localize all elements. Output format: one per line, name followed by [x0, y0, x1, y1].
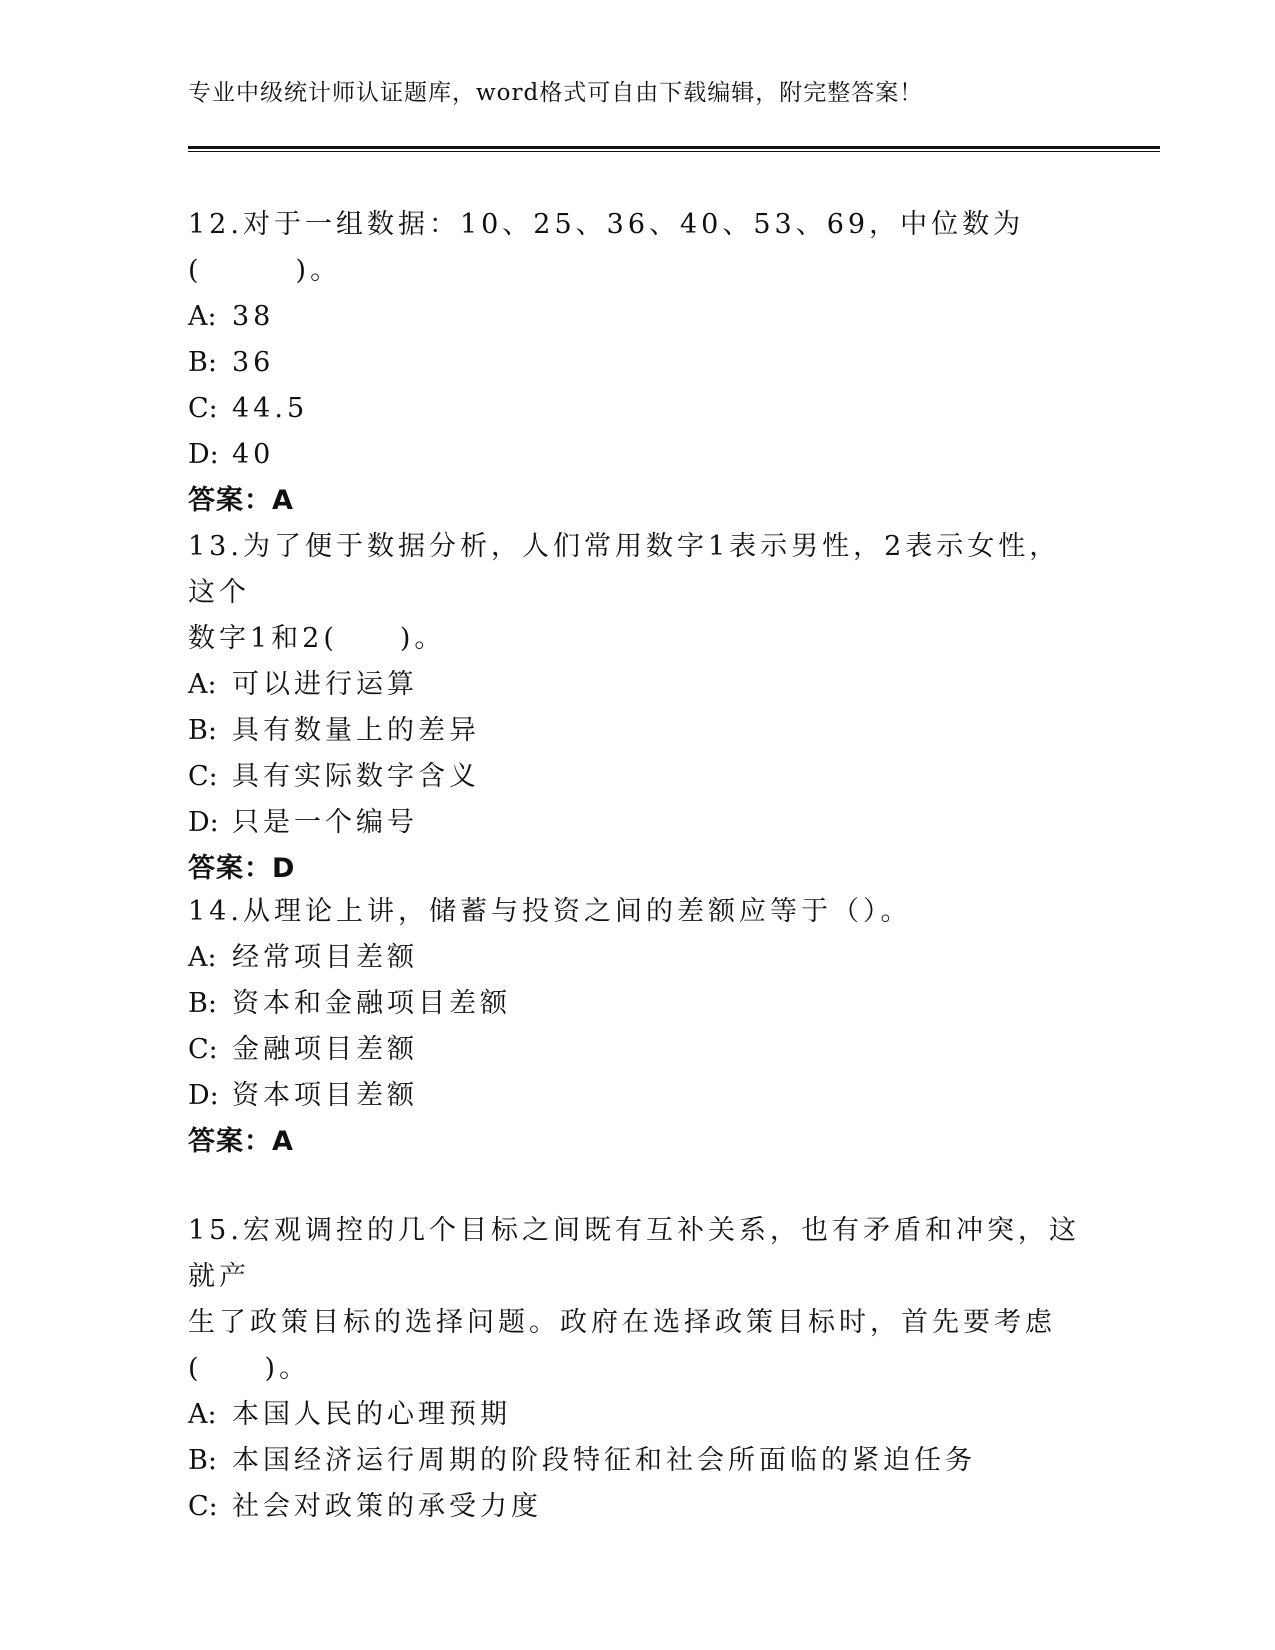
- option-b: [188, 1438, 1088, 1484]
- option-text: 可以进行运算: [232, 669, 418, 700]
- option-letter: D:: [188, 439, 219, 470]
- option-text: 本国经济运行周期的阶段特征和社会所面临的紧迫任务: [232, 1445, 976, 1476]
- option-a: [188, 935, 1088, 981]
- option-c: [188, 1027, 1088, 1073]
- option-c: [188, 386, 1088, 432]
- option-text: 具有实际数字含义: [232, 761, 480, 792]
- question-15: [188, 1208, 1088, 1530]
- option-text: 40: [232, 439, 275, 470]
- option-text: 本国人民的心理预期: [232, 1399, 511, 1430]
- option-letter: C:: [188, 761, 218, 792]
- header-divider-thin: [188, 151, 1160, 152]
- option-text: 38: [232, 301, 275, 332]
- header-divider-thick: [188, 146, 1160, 149]
- option-text: 社会对政策的承受力度: [232, 1491, 542, 1522]
- option-letter: B:: [188, 715, 217, 746]
- option-a: [188, 294, 1088, 340]
- option-b: [188, 708, 1088, 754]
- page-header: 专业中级统计师认证题库，word格式可自由下载编辑，附完整答案！: [188, 80, 924, 106]
- option-c: [188, 1484, 1088, 1530]
- option-letter: B:: [188, 347, 217, 378]
- option-d: [188, 432, 1088, 478]
- question-13: [188, 524, 1088, 892]
- option-text: 资本和金融项目差额: [232, 988, 511, 1019]
- option-text: 36: [232, 347, 275, 378]
- question-12: [188, 202, 1088, 524]
- option-letter: C:: [188, 1034, 218, 1065]
- option-letter: A:: [188, 669, 217, 700]
- option-text: 经常项目差额: [232, 942, 418, 973]
- question-text-line-2: 生了政策目标的选择问题。政府在选择政策目标时，首先要考虑: [188, 1307, 1056, 1338]
- answer-line: 答案：A: [188, 1126, 294, 1157]
- option-letter: D:: [188, 807, 219, 838]
- option-a: [188, 662, 1088, 708]
- option-letter: A:: [188, 301, 217, 332]
- option-a: [188, 1392, 1088, 1438]
- option-letter: A:: [188, 1399, 217, 1430]
- option-b: [188, 981, 1088, 1027]
- question-text-line-1: 13.为了便于数据分析，人们常用数字1表示男性，2表示女性，这个: [188, 531, 1061, 608]
- option-letter: D:: [188, 1080, 219, 1111]
- question-text-line-1: 15.宏观调控的几个目标之间既有互补关系，也有矛盾和冲突，这就产: [188, 1215, 1080, 1292]
- option-letter: C:: [188, 1491, 218, 1522]
- question-text: 12.对于一组数据：10、25、36、40、53、69，中位数为( )。: [188, 209, 1025, 286]
- answer-line: 答案：A: [188, 485, 294, 516]
- option-text: 资本项目差额: [232, 1080, 418, 1111]
- question-14: [188, 889, 1088, 1165]
- question-text-line-2: 数字1和2( )。: [188, 623, 446, 654]
- option-d: [188, 800, 1088, 846]
- option-text: 具有数量上的差异: [232, 715, 480, 746]
- question-text-line-3: ( )。: [188, 1353, 311, 1384]
- option-text: 金融项目差额: [232, 1034, 418, 1065]
- option-d: [188, 1073, 1088, 1119]
- option-letter: A:: [188, 942, 217, 973]
- option-b: [188, 340, 1088, 386]
- answer-line: 答案：D: [188, 853, 296, 884]
- option-letter: B:: [188, 988, 217, 1019]
- question-text: 14.从理论上讲，储蓄与投资之间的差额应等于（）。: [188, 896, 912, 927]
- option-text: 44.5: [232, 393, 309, 424]
- option-letter: B:: [188, 1445, 217, 1476]
- option-letter: C:: [188, 393, 218, 424]
- option-text: 只是一个编号: [232, 807, 418, 838]
- option-c: [188, 754, 1088, 800]
